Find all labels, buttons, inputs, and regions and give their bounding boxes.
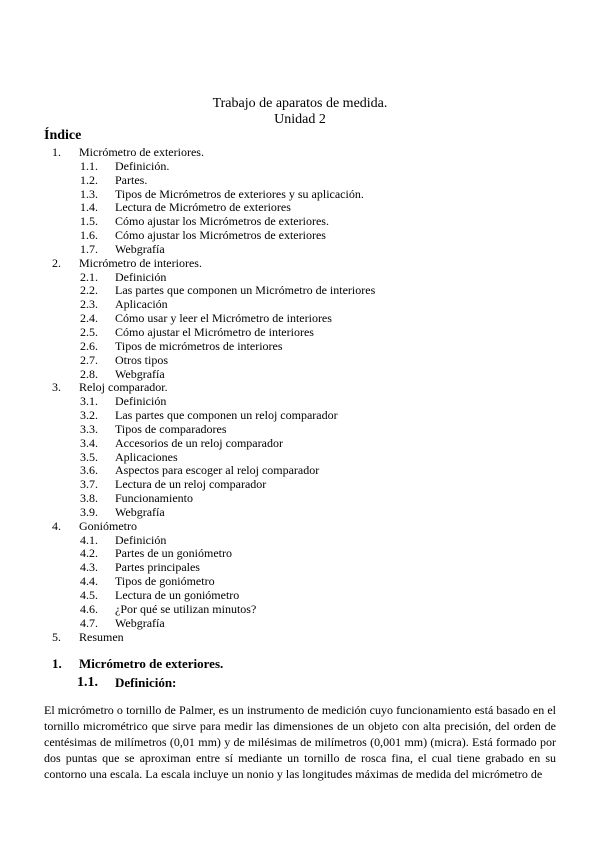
toc-entry xyxy=(0,256,600,270)
toc-subentry-title: Partes principales xyxy=(115,560,200,575)
toc-subentry xyxy=(0,270,600,284)
toc-subentry xyxy=(0,367,600,381)
toc-subentry-title: Cómo ajustar los Micrómetros de exteriores. xyxy=(115,214,329,229)
toc-subentry-title: Tipos de goniómetro xyxy=(115,574,215,589)
toc-entry-title: Micrómetro de interiores. xyxy=(79,255,202,270)
toc-subentry-number: 2.3. xyxy=(80,297,98,312)
toc-entry-title: Resumen xyxy=(79,629,124,644)
toc-subentry-number: 3.9. xyxy=(80,504,98,519)
toc-subentry-number: 1.6. xyxy=(80,228,98,243)
toc-subentry-number: 4.7. xyxy=(80,615,98,630)
toc-subentry-title: Tipos de comparadores xyxy=(115,421,227,436)
toc-subentry-number: 4.4. xyxy=(80,574,98,589)
toc-entry-number: 1. xyxy=(52,145,61,159)
toc-subentry-number: 3.7. xyxy=(80,477,98,492)
toc-subentry-title: Lectura de un goniómetro xyxy=(115,588,240,602)
toc-subentry xyxy=(0,394,600,408)
toc-subentry-number: 4.5. xyxy=(80,588,98,602)
toc-subentry-number: 3.2. xyxy=(80,408,98,423)
toc-subentry-number: 2.4. xyxy=(80,311,98,326)
toc-subentry-number: 1.7. xyxy=(80,241,98,256)
toc-subentry-number: 2.5. xyxy=(80,324,98,339)
toc-subentry xyxy=(0,353,600,367)
toc-subentry-title: Accesorios de un reloj comparador xyxy=(115,435,283,450)
toc-subentry xyxy=(0,228,600,242)
toc-subentry-number: 1.1. xyxy=(80,158,98,173)
toc-subentry-title: Aplicaciones xyxy=(115,449,178,464)
toc-subentry-number: 1.5. xyxy=(80,214,98,229)
toc-subentry-title: Definición xyxy=(115,394,167,409)
document-title: Trabajo de aparatos de medida. xyxy=(212,96,388,111)
toc-subentry-number: 1.2. xyxy=(80,172,98,187)
toc-subentry xyxy=(0,450,600,464)
toc-subentry-title: ¿Por qué se utilizan minutos? xyxy=(115,601,257,616)
toc-subentry-title: Cómo ajustar los Micrómetros de exteriores xyxy=(115,228,326,243)
toc-subentry xyxy=(0,242,600,256)
toc-subentry xyxy=(0,200,600,214)
toc-subentry-title: Cómo ajustar el Micrómetro de interiores xyxy=(115,324,314,339)
toc-subentry-title: Las partes que componen un Micrómetro de interiores xyxy=(115,283,376,298)
toc-subentry xyxy=(0,297,600,311)
toc-subentry-number: 3.4. xyxy=(80,435,98,450)
toc-entry-number: 4. xyxy=(52,518,61,533)
toc-entry-number: 3. xyxy=(52,380,61,395)
toc-subentry-number: 2.1. xyxy=(80,269,98,284)
toc-subentry-number: 2.8. xyxy=(80,366,98,381)
toc-subentry-number: 4.3. xyxy=(80,560,98,575)
toc-subentry-title: Partes de un goniómetro xyxy=(115,546,232,561)
toc-subentry xyxy=(0,422,600,436)
toc-subentry-title: Webgrafía xyxy=(115,615,165,630)
toc-entry-number: 2. xyxy=(52,255,61,270)
toc-subentry-title: Lectura de un reloj comparador xyxy=(115,477,267,492)
toc-subentry xyxy=(0,325,600,339)
toc-subentry-title: Partes. xyxy=(115,172,148,187)
toc-subentry-number: 4.2. xyxy=(80,546,98,561)
subsection-number: 1.1. xyxy=(77,675,98,690)
toc-subentry xyxy=(0,214,600,228)
toc-entry-number: 5. xyxy=(52,629,61,644)
toc-entry xyxy=(0,630,600,644)
toc-subentry-title: Otros tipos xyxy=(115,352,169,367)
toc-subentry-number: 3.1. xyxy=(80,394,98,409)
toc-subentry xyxy=(0,491,600,505)
toc-subentry-title: Lectura de Micrómetro de exteriores xyxy=(115,200,291,215)
toc-entry xyxy=(0,145,600,159)
toc-subentry-number: 4.1. xyxy=(80,532,98,547)
body-paragraph: El micrómetro o tornillo de Palmer, es un instrumento de medición cuyo funcionamiento está basado en el tornillo micrométrico que sirve para medir las dimensiones de un objeto con alta precisión, del orden de centésimas de milímetros (0,01 mm) y de milésimas de milímetros (0,001 mm) (micra). Está formado por dos puntas que se aproximan entre sí mediante un tornillo de rosca fina, el cual tiene grabado en su contorno una escala. La escala incluye un nonio y las longitudes máximas de medida del micrómetro de xyxy=(44,703,556,781)
toc-subentry-number: 1.3. xyxy=(80,186,98,201)
toc-subentry-title: Funcionamiento xyxy=(115,491,193,506)
toc-subentry xyxy=(0,574,600,588)
toc-subentry xyxy=(0,505,600,519)
toc-subentry xyxy=(0,477,600,491)
toc-subentry xyxy=(0,588,600,602)
toc-subentry xyxy=(0,560,600,574)
toc-subentry-number: 3.6. xyxy=(80,463,98,478)
toc-subentry xyxy=(0,436,600,450)
toc-subentry-title: Tipos de micrómetros de interiores xyxy=(115,338,283,353)
toc-subentry xyxy=(0,533,600,547)
toc-subentry-title: Definición xyxy=(115,532,167,547)
toc-subentry-title: Aplicación xyxy=(115,297,168,312)
toc-entry xyxy=(0,519,600,533)
index-heading: Índice xyxy=(44,128,82,143)
toc-subentry-title: Webgrafía xyxy=(115,241,165,256)
toc-subentry xyxy=(0,173,600,187)
toc-subentry-number: 3.8. xyxy=(80,491,98,506)
toc-subentry-number: 1.4. xyxy=(80,200,98,215)
toc-subentry-number: 4.6. xyxy=(80,601,98,616)
toc-subentry-number: 2.2. xyxy=(80,283,98,298)
toc-entry-title: Goniómetro xyxy=(79,518,137,533)
section-title: Micrómetro de exteriores. xyxy=(79,656,224,671)
toc-subentry-title: Cómo usar y leer el Micrómetro de interiores xyxy=(115,311,332,326)
toc-subentry xyxy=(0,159,600,173)
toc-subentry xyxy=(0,339,600,353)
toc-subentry-title: Definición. xyxy=(115,158,170,173)
toc-entry-title: Reloj comparador. xyxy=(79,380,168,395)
toc-subentry-number: 2.7. xyxy=(80,352,98,367)
toc-subentry xyxy=(0,408,600,422)
toc-subentry xyxy=(0,546,600,560)
toc-subentry xyxy=(0,283,600,297)
table-of-contents xyxy=(0,145,600,643)
toc-subentry-title: Definición xyxy=(115,269,167,284)
toc-subentry xyxy=(0,311,600,325)
toc-entry-title: Micrómetro de exteriores. xyxy=(79,145,204,159)
toc-subentry xyxy=(0,616,600,630)
toc-subentry-number: 3.3. xyxy=(80,421,98,436)
toc-entry xyxy=(0,380,600,394)
subsection-title: Definición: xyxy=(115,675,177,690)
document-subtitle: Unidad 2 xyxy=(274,112,326,127)
toc-subentry xyxy=(0,187,600,201)
toc-subentry-number: 2.6. xyxy=(80,338,98,353)
toc-subentry-number: 3.5. xyxy=(80,449,98,464)
toc-subentry-title: Webgrafía xyxy=(115,366,165,381)
toc-subentry-title: Aspectos para escoger al reloj comparador xyxy=(115,463,320,478)
toc-subentry-title: Las partes que componen un reloj comparador xyxy=(115,408,338,423)
toc-subentry-title: Webgrafía xyxy=(115,504,165,519)
toc-subentry xyxy=(0,463,600,477)
toc-subentry-title: Tipos de Micrómetros de exteriores y su aplicación. xyxy=(115,186,364,201)
section-number: 1. xyxy=(52,656,62,671)
toc-subentry xyxy=(0,602,600,616)
